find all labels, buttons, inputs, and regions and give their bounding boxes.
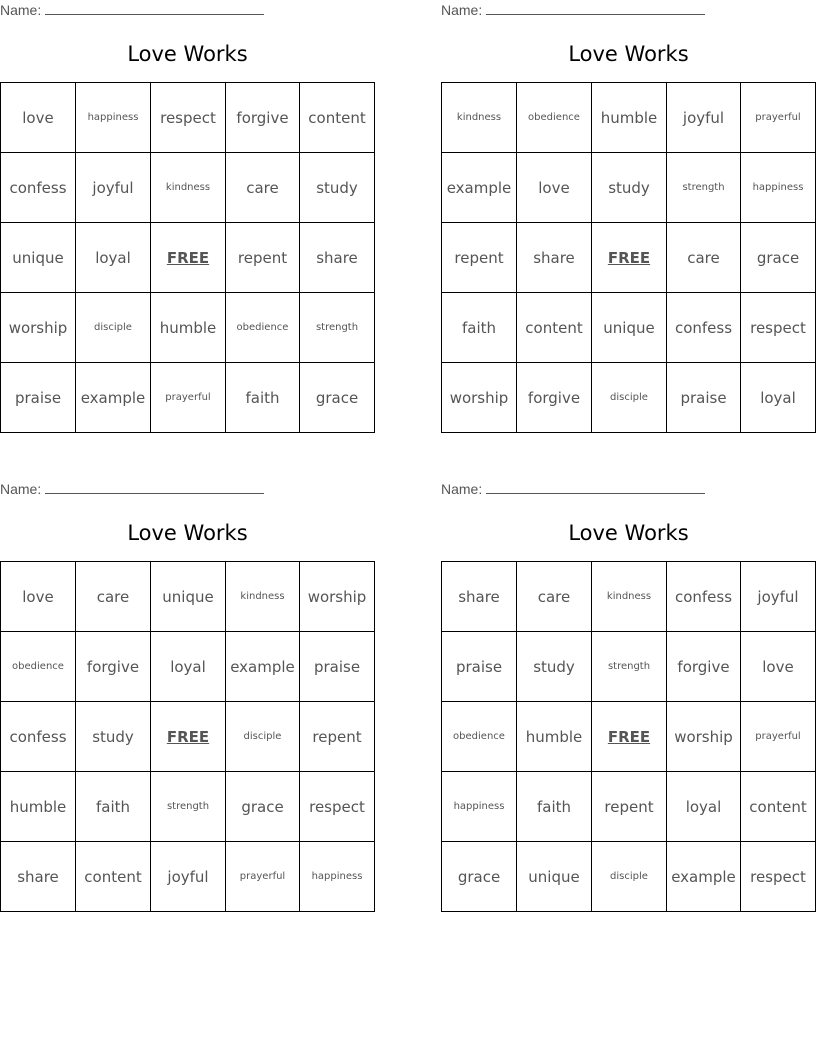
bingo-cell: study bbox=[76, 702, 151, 772]
bingo-cell: kindness bbox=[226, 562, 300, 632]
bingo-cell: loyal bbox=[741, 363, 816, 433]
name-line bbox=[441, 481, 705, 497]
bingo-cell: obedience bbox=[226, 293, 300, 363]
bingo-cell: prayerful bbox=[741, 83, 816, 153]
name-label: Name: bbox=[0, 2, 42, 18]
free-space: FREE bbox=[151, 702, 226, 772]
bingo-cell: confess bbox=[667, 293, 741, 363]
bingo-cell: content bbox=[76, 842, 151, 912]
bingo-cell: study bbox=[517, 632, 592, 702]
bingo-cell: share bbox=[442, 562, 517, 632]
name-label: Name: bbox=[441, 2, 483, 18]
free-space: FREE bbox=[151, 223, 226, 293]
bingo-cell: praise bbox=[300, 632, 375, 702]
bingo-cell: joyful bbox=[76, 153, 151, 223]
bingo-cell: unique bbox=[517, 842, 592, 912]
bingo-cell: loyal bbox=[667, 772, 741, 842]
bingo-cell: confess bbox=[667, 562, 741, 632]
bingo-cell: care bbox=[667, 223, 741, 293]
bingo-cell: confess bbox=[1, 153, 76, 223]
bingo-cell: grace bbox=[442, 842, 517, 912]
bingo-grid bbox=[441, 561, 816, 912]
bingo-cell: praise bbox=[442, 632, 517, 702]
name-label: Name: bbox=[441, 481, 483, 497]
bingo-cell: worship bbox=[667, 702, 741, 772]
bingo-cell: kindness bbox=[151, 153, 226, 223]
bingo-cell: happiness bbox=[76, 83, 151, 153]
name-line bbox=[0, 2, 264, 18]
bingo-cell: forgive bbox=[667, 632, 741, 702]
name-line bbox=[0, 481, 264, 497]
bingo-cell: grace bbox=[300, 363, 375, 433]
bingo-cell: grace bbox=[741, 223, 816, 293]
bingo-cell: confess bbox=[1, 702, 76, 772]
bingo-cell: humble bbox=[592, 83, 667, 153]
bingo-cell: love bbox=[741, 632, 816, 702]
bingo-cell: faith bbox=[517, 772, 592, 842]
bingo-cell: obedience bbox=[442, 702, 517, 772]
bingo-cell: care bbox=[76, 562, 151, 632]
bingo-cell: strength bbox=[592, 632, 667, 702]
bingo-cell: disciple bbox=[226, 702, 300, 772]
bingo-cell: prayerful bbox=[741, 702, 816, 772]
card-title: Love Works bbox=[127, 42, 248, 66]
bingo-cell: loyal bbox=[151, 632, 226, 702]
bingo-cell: respect bbox=[300, 772, 375, 842]
bingo-cell: forgive bbox=[226, 83, 300, 153]
bingo-cell: example bbox=[76, 363, 151, 433]
name-blank bbox=[45, 481, 264, 494]
bingo-cell: respect bbox=[741, 842, 816, 912]
bingo-cell: praise bbox=[667, 363, 741, 433]
bingo-cell: strength bbox=[300, 293, 375, 363]
bingo-cell: happiness bbox=[442, 772, 517, 842]
bingo-cell: love bbox=[1, 562, 76, 632]
bingo-cell: humble bbox=[151, 293, 226, 363]
bingo-cell: happiness bbox=[300, 842, 375, 912]
bingo-cell: humble bbox=[517, 702, 592, 772]
bingo-cell: prayerful bbox=[226, 842, 300, 912]
bingo-cell: unique bbox=[151, 562, 226, 632]
bingo-cell: happiness bbox=[741, 153, 816, 223]
bingo-cell: respect bbox=[151, 83, 226, 153]
card-title: Love Works bbox=[568, 521, 689, 545]
bingo-cell: content bbox=[300, 83, 375, 153]
bingo-cell: repent bbox=[592, 772, 667, 842]
bingo-cell: loyal bbox=[76, 223, 151, 293]
bingo-cell: faith bbox=[442, 293, 517, 363]
bingo-cell: worship bbox=[300, 562, 375, 632]
bingo-cell: forgive bbox=[517, 363, 592, 433]
bingo-cell: humble bbox=[1, 772, 76, 842]
bingo-cell: example bbox=[442, 153, 517, 223]
free-space: FREE bbox=[592, 702, 667, 772]
bingo-cell: disciple bbox=[592, 842, 667, 912]
bingo-cell: faith bbox=[226, 363, 300, 433]
bingo-cell: content bbox=[517, 293, 592, 363]
bingo-cell: repent bbox=[300, 702, 375, 772]
bingo-cell: joyful bbox=[667, 83, 741, 153]
bingo-cell: joyful bbox=[741, 562, 816, 632]
bingo-cell: example bbox=[667, 842, 741, 912]
free-space: FREE bbox=[592, 223, 667, 293]
bingo-cell: worship bbox=[442, 363, 517, 433]
bingo-cell: disciple bbox=[592, 363, 667, 433]
bingo-cell: strength bbox=[667, 153, 741, 223]
bingo-cell: joyful bbox=[151, 842, 226, 912]
bingo-cell: praise bbox=[1, 363, 76, 433]
bingo-cell: obedience bbox=[1, 632, 76, 702]
bingo-grid bbox=[441, 82, 816, 433]
bingo-cell: strength bbox=[151, 772, 226, 842]
bingo-cell: love bbox=[517, 153, 592, 223]
bingo-cell: obedience bbox=[517, 83, 592, 153]
bingo-cell: unique bbox=[1, 223, 76, 293]
bingo-cell: kindness bbox=[442, 83, 517, 153]
bingo-cell: care bbox=[517, 562, 592, 632]
bingo-cell: study bbox=[300, 153, 375, 223]
bingo-cell: grace bbox=[226, 772, 300, 842]
bingo-cell: content bbox=[741, 772, 816, 842]
bingo-cell: care bbox=[226, 153, 300, 223]
name-blank bbox=[486, 2, 705, 15]
card-title: Love Works bbox=[127, 521, 248, 545]
bingo-grid bbox=[0, 561, 375, 912]
bingo-cell: repent bbox=[442, 223, 517, 293]
name-blank bbox=[486, 481, 705, 494]
bingo-cell: disciple bbox=[76, 293, 151, 363]
bingo-cell: respect bbox=[741, 293, 816, 363]
card-title: Love Works bbox=[568, 42, 689, 66]
bingo-cell: love bbox=[1, 83, 76, 153]
bingo-cell: unique bbox=[592, 293, 667, 363]
bingo-cell: share bbox=[517, 223, 592, 293]
bingo-cell: prayerful bbox=[151, 363, 226, 433]
bingo-cell: forgive bbox=[76, 632, 151, 702]
bingo-cell: repent bbox=[226, 223, 300, 293]
bingo-cell: share bbox=[1, 842, 76, 912]
bingo-cell: kindness bbox=[592, 562, 667, 632]
name-line bbox=[441, 2, 705, 18]
bingo-cell: share bbox=[300, 223, 375, 293]
bingo-cell: example bbox=[226, 632, 300, 702]
name-label: Name: bbox=[0, 481, 42, 497]
bingo-grid bbox=[0, 82, 375, 433]
bingo-cell: worship bbox=[1, 293, 76, 363]
name-blank bbox=[45, 2, 264, 15]
bingo-cell: study bbox=[592, 153, 667, 223]
bingo-cell: faith bbox=[76, 772, 151, 842]
